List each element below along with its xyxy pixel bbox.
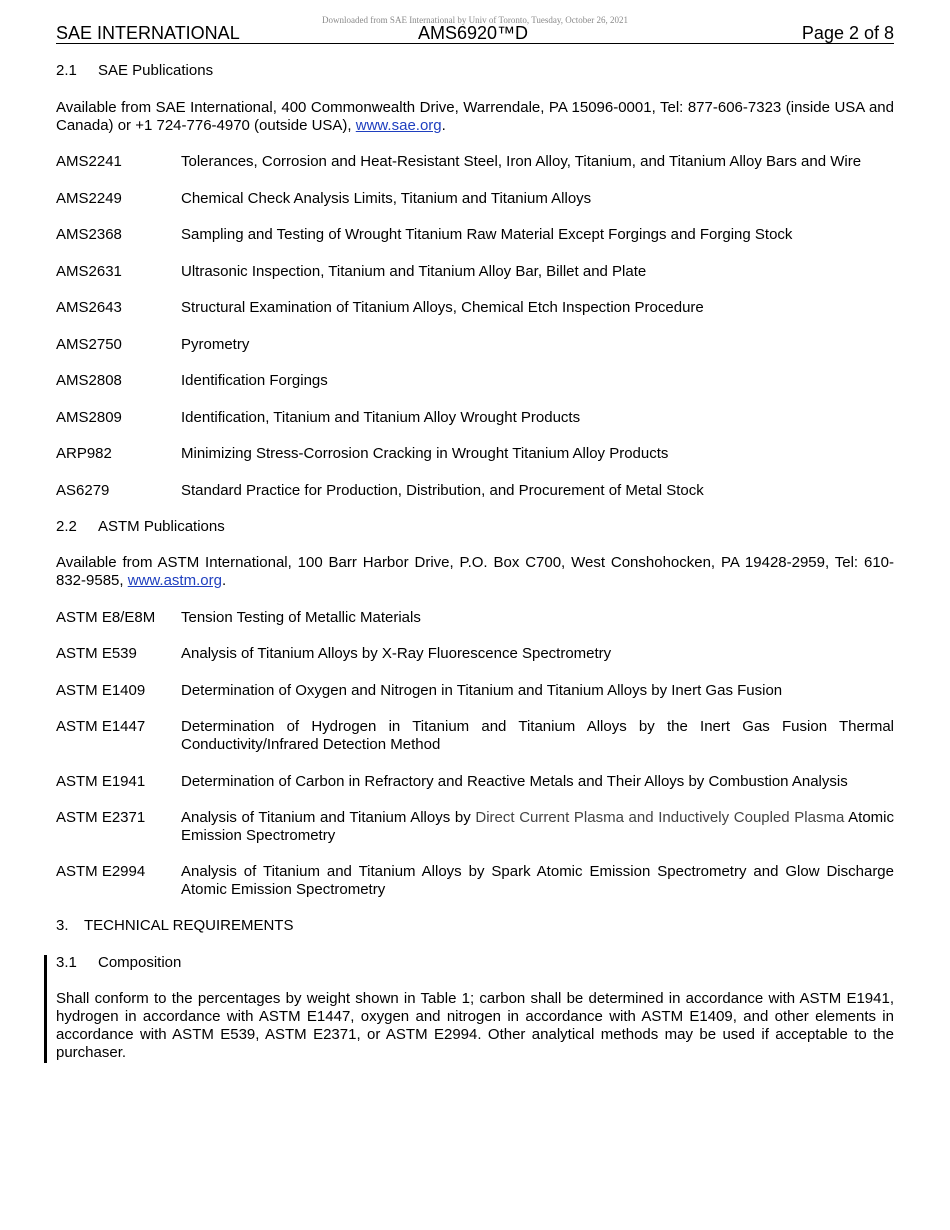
astm-availability-paragraph — [56, 554, 894, 590]
reference-code: ASTM E1447 — [56, 718, 146, 735]
sae-website-link[interactable]: www.sae.org — [355, 117, 442, 134]
reference-title: Minimizing Stress-Corrosion Cracking in Wrought Titanium Alloy Products — [181, 445, 669, 462]
reference-code: ASTM E8/E8M — [56, 609, 156, 626]
reference-code: AMS2809 — [56, 409, 122, 426]
reference-code: ASTM E2994 — [56, 863, 146, 880]
reference-title: Analysis of Titanium and Titanium Alloys by Spark Atomic Emission Spectrometry and Glow Discharge Atomic Emission Spectrometry — [181, 863, 894, 898]
reference-title: Ultrasonic Inspection, Titanium and Titanium Alloy Bar, Billet and Plate — [181, 263, 647, 280]
reference-title-part: Atomic Emission Spectrometry — [181, 809, 894, 844]
section-number: 2.1 — [56, 62, 77, 79]
reference-title-part: Direct Current Plasma and Inductively Coupled Plasma — [475, 809, 845, 826]
reference-title: Standard Practice for Production, Distribution, and Procurement of Metal Stock — [181, 482, 704, 499]
availability-text: Available from SAE International, 400 Commonwealth Drive, Warrendale, PA 15096-0001, Tel: 877-606-7323 (inside USA and Canada) or +1 724-776-4970 (outside USA), — [56, 99, 894, 134]
download-watermark: Downloaded from SAE International by Univ of Toronto, Tuesday, October 26, 2021 — [321, 15, 629, 25]
reference-code: ASTM E2371 — [56, 809, 146, 826]
reference-title: Chemical Check Analysis Limits, Titanium and Titanium Alloys — [181, 190, 592, 207]
reference-code: AMS2808 — [56, 372, 122, 389]
reference-title: Tension Testing of Metallic Materials — [181, 609, 421, 626]
section-number: 3. — [56, 917, 69, 934]
sae-availability-paragraph — [56, 99, 894, 135]
section-title: Composition — [98, 954, 182, 971]
reference-title: Structural Examination of Titanium Alloys, Chemical Etch Inspection Procedure — [181, 299, 704, 316]
reference-title: Pyrometry — [181, 336, 250, 353]
section-heading-composition — [56, 954, 181, 972]
header-org: SAE INTERNATIONAL — [56, 23, 240, 43]
reference-code: AMS2368 — [56, 226, 122, 243]
reference-code: AMS2750 — [56, 336, 122, 353]
reference-code: AMS2249 — [56, 190, 122, 207]
header-doc-id: AMS6920™D — [418, 23, 529, 43]
reference-code: ASTM E539 — [56, 645, 137, 662]
reference-code: ARP982 — [56, 445, 112, 462]
section-title: TECHNICAL REQUIREMENTS — [84, 917, 294, 934]
reference-title — [181, 809, 894, 845]
reference-title: Sampling and Testing of Wrought Titanium Raw Material Except Forgings and Forging Stock — [181, 226, 793, 243]
reference-title: Analysis of Titanium Alloys by X-Ray Fluorescence Spectrometry — [181, 645, 612, 662]
section-number: 2.2 — [56, 518, 77, 535]
reference-title: Determination of Carbon in Refractory and Reactive Metals and Their Alloys by Combustion Analysis — [181, 773, 848, 790]
header-page-number: Page 2 of 8 — [801, 23, 894, 43]
reference-title-part: Analysis of Titanium and Titanium Alloys by — [181, 809, 476, 826]
reference-title: Identification Forgings — [181, 372, 328, 389]
reference-code: AMS2631 — [56, 263, 122, 280]
section-heading-astm — [56, 518, 225, 536]
availability-end: . — [221, 572, 227, 589]
availability-end: . — [441, 117, 446, 134]
section-title: ASTM Publications — [98, 518, 225, 535]
reference-code: ASTM E1941 — [56, 773, 146, 790]
astm-website-link[interactable]: www.astm.org — [127, 572, 222, 589]
section-heading-sae — [56, 62, 213, 80]
reference-code: AMS2643 — [56, 299, 122, 316]
reference-title: Tolerances, Corrosion and Heat-Resistant Steel, Iron Alloy, Titanium, and Titanium Alloy Bars and Wire — [181, 153, 862, 170]
reference-title: Determination of Oxygen and Nitrogen in Titanium and Titanium Alloys by Inert Gas Fusion — [181, 682, 783, 699]
reference-title: Identification, Titanium and Titanium Alloy Wrought Products — [181, 409, 581, 426]
reference-title: Determination of Hydrogen in Titanium and Titanium Alloys by the Inert Gas Fusion Thermal Conductivity/Infrared Detection Method — [181, 718, 894, 753]
section-title: SAE Publications — [98, 62, 214, 79]
reference-code: ASTM E1409 — [56, 682, 146, 699]
section-number: 3.1 — [56, 954, 77, 971]
section-heading-technical — [56, 917, 293, 935]
composition-paragraph: Shall conform to the percentages by weight shown in Table 1; carbon shall be determined in accordance with ASTM E1941, hydrogen in accordance with ASTM E1447, oxygen and nitrogen in accordance with ASTM E1409, and other elements in accordance with ASTM E539, ASTM E2371, or ASTM E2994. Other analytical methods may be used if acceptable to the purchaser. — [56, 990, 894, 1061]
reference-code: AS6279 — [56, 482, 110, 499]
page-header — [56, 23, 894, 44]
revision-change-bar — [44, 955, 47, 1063]
reference-code: AMS2241 — [56, 153, 122, 170]
availability-text: Available from ASTM International, 100 Barr Harbor Drive, P.O. Box C700, West Conshohocken, PA 19428-2959, Tel: 610-832-9585, — [56, 554, 894, 589]
